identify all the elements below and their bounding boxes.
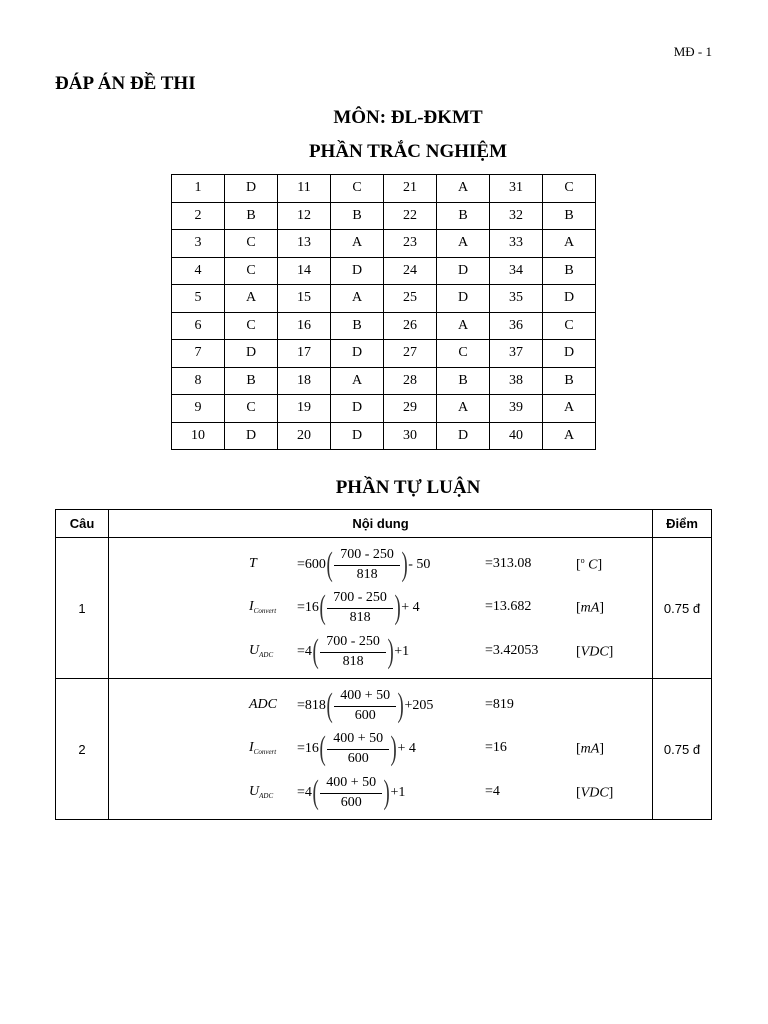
- question-number: 11: [278, 175, 331, 203]
- answer-letter: A: [437, 395, 490, 423]
- answer-letter: C: [331, 175, 384, 203]
- unit-symbol: C: [584, 557, 598, 573]
- right-paren: ): [394, 589, 401, 626]
- mcq-row: [172, 285, 596, 313]
- answer-letter: A: [331, 285, 384, 313]
- answer-letter: B: [543, 367, 596, 395]
- equation: [109, 586, 652, 630]
- question-number: 7: [172, 340, 225, 368]
- equation-variable: [249, 784, 273, 800]
- question-number: 9: [172, 395, 225, 423]
- answer-letter: B: [543, 202, 596, 230]
- question-number: 29: [384, 395, 437, 423]
- question-number: 12: [278, 202, 331, 230]
- mcq-row: [172, 175, 596, 203]
- expression-tail: + 4: [397, 741, 416, 756]
- answer-letter: C: [543, 175, 596, 203]
- expression-tail: +1: [394, 644, 410, 659]
- unit-open: [: [576, 644, 581, 660]
- left-paren: (: [312, 774, 319, 811]
- answer-letter: A: [437, 230, 490, 258]
- answer-letter: D: [331, 395, 384, 423]
- unit-close: ]: [599, 741, 605, 757]
- mcq-row: [172, 312, 596, 340]
- subject-heading: MÔN: ĐL-ĐKMT: [333, 107, 483, 128]
- question-number: 1: [172, 175, 225, 203]
- question-number: 37: [490, 340, 543, 368]
- answer-letter: D: [331, 422, 384, 450]
- coefficient: =600: [297, 557, 326, 572]
- fraction: [320, 775, 382, 810]
- unit-open: [: [576, 741, 581, 757]
- answer-letter: C: [225, 230, 278, 258]
- answer-letter: D: [225, 340, 278, 368]
- mcq-answer-table: [171, 174, 596, 450]
- question-number: 1: [56, 538, 109, 679]
- result-value: =4: [485, 784, 500, 799]
- answer-letter: D: [331, 340, 384, 368]
- unit-close: ]: [599, 600, 605, 616]
- essay-header-row: [56, 510, 712, 538]
- unit: [576, 784, 613, 802]
- question-number: 21: [384, 175, 437, 203]
- question-number: 38: [490, 367, 543, 395]
- unit: [576, 599, 604, 617]
- fraction: [320, 634, 386, 669]
- equation: [109, 630, 652, 674]
- equation-expression: [297, 543, 430, 587]
- answer-letter: B: [543, 257, 596, 285]
- equation-variable: [249, 697, 277, 713]
- equation-expression: [297, 684, 433, 728]
- equation-variable: [249, 740, 276, 756]
- unit-close: ]: [597, 557, 603, 573]
- mcq-row: [172, 395, 596, 423]
- answer-letter: C: [225, 395, 278, 423]
- answer-letter: A: [543, 230, 596, 258]
- numerator: 400 + 50: [320, 775, 382, 793]
- variable-subscript: Convert: [253, 748, 277, 756]
- variable-subscript: Convert: [253, 607, 277, 615]
- variable-symbol: U: [249, 784, 260, 799]
- answer-letter: B: [437, 202, 490, 230]
- result-value: =16: [485, 740, 507, 755]
- equation-expression: [297, 630, 409, 674]
- equation-expression: [297, 771, 405, 815]
- question-number: 40: [490, 422, 543, 450]
- question-number: 8: [172, 367, 225, 395]
- numerator: 400 + 50: [327, 731, 389, 749]
- question-number: 18: [278, 367, 331, 395]
- unit-close: ]: [608, 644, 614, 660]
- essay-row: [56, 679, 712, 820]
- document-title: ĐÁP ÁN ĐỀ THI: [55, 73, 196, 94]
- answer-letter: A: [331, 367, 384, 395]
- unit-symbol: mA: [580, 741, 600, 757]
- solution-content: [109, 538, 653, 679]
- answer-letter: D: [437, 422, 490, 450]
- variable-symbol: T: [249, 556, 257, 571]
- variable-symbol: I: [249, 740, 254, 755]
- answer-letter: D: [437, 257, 490, 285]
- mcq-row: [172, 422, 596, 450]
- unit-symbol: mA: [580, 600, 600, 616]
- question-number: 24: [384, 257, 437, 285]
- left-paren: (: [319, 589, 326, 626]
- numerator: 400 + 50: [334, 688, 396, 706]
- essay-section-heading: PHẦN TỰ LUẬN: [335, 477, 481, 498]
- right-paren: ): [390, 730, 397, 767]
- answer-letter: C: [437, 340, 490, 368]
- right-paren: ): [387, 633, 394, 670]
- answer-letter: D: [225, 422, 278, 450]
- question-number: 32: [490, 202, 543, 230]
- mcq-row: [172, 367, 596, 395]
- answer-letter: C: [543, 312, 596, 340]
- header-diem: Điểm: [653, 510, 712, 538]
- unit-open: [: [576, 557, 581, 573]
- answer-letter: D: [543, 340, 596, 368]
- mcq-row: [172, 340, 596, 368]
- result-value: =313.08: [485, 556, 532, 571]
- answer-letter: D: [437, 285, 490, 313]
- coefficient: =4: [297, 785, 312, 800]
- header-content: Nội dung: [109, 510, 653, 538]
- equation: [109, 684, 652, 728]
- question-number: 36: [490, 312, 543, 340]
- question-number: 4: [172, 257, 225, 285]
- question-number: 27: [384, 340, 437, 368]
- denominator: 600: [347, 750, 369, 766]
- essay-row: [56, 538, 712, 679]
- question-number: 34: [490, 257, 543, 285]
- right-paren: ): [401, 546, 408, 583]
- question-number: 25: [384, 285, 437, 313]
- question-number: 10: [172, 422, 225, 450]
- variable-symbol: ADC: [249, 697, 277, 712]
- fraction: [327, 590, 393, 625]
- question-number: 33: [490, 230, 543, 258]
- question-number: 16: [278, 312, 331, 340]
- question-number: 30: [384, 422, 437, 450]
- equation: [109, 771, 652, 815]
- question-number: 3: [172, 230, 225, 258]
- answer-letter: B: [437, 367, 490, 395]
- expression-tail: - 50: [408, 557, 431, 572]
- question-number: 5: [172, 285, 225, 313]
- denominator: 600: [340, 794, 362, 810]
- coefficient: =16: [297, 741, 319, 756]
- left-paren: (: [319, 730, 326, 767]
- essay-answer-table: [55, 509, 712, 820]
- mcq-row: [172, 230, 596, 258]
- numerator: 700 - 250: [327, 590, 393, 608]
- question-number: 23: [384, 230, 437, 258]
- fraction: [334, 547, 400, 582]
- header-cau: Câu: [56, 510, 109, 538]
- question-number: 26: [384, 312, 437, 340]
- coefficient: =16: [297, 600, 319, 615]
- score: 0.75 đ: [653, 679, 712, 820]
- score: 0.75 đ: [653, 538, 712, 679]
- expression-tail: + 4: [401, 600, 420, 615]
- mcq-row: [172, 257, 596, 285]
- mcq-row: [172, 202, 596, 230]
- result-value: =819: [485, 697, 514, 712]
- answer-letter: C: [225, 312, 278, 340]
- answer-letter: A: [543, 422, 596, 450]
- denominator: 818: [356, 566, 378, 582]
- variable-symbol: U: [249, 643, 260, 658]
- expression-tail: +205: [404, 698, 434, 713]
- left-paren: (: [312, 633, 319, 670]
- answer-letter: B: [225, 367, 278, 395]
- denominator: 818: [349, 609, 371, 625]
- answer-letter: C: [225, 257, 278, 285]
- question-number: 35: [490, 285, 543, 313]
- unit-symbol: VDC: [580, 785, 609, 801]
- expression-tail: +1: [390, 785, 406, 800]
- fraction: [327, 731, 389, 766]
- answer-letter: A: [437, 312, 490, 340]
- question-number: 19: [278, 395, 331, 423]
- left-paren: (: [326, 546, 333, 583]
- answer-letter: A: [543, 395, 596, 423]
- numerator: 700 - 250: [320, 634, 386, 652]
- question-number: 22: [384, 202, 437, 230]
- unit: [576, 556, 602, 574]
- question-number: 13: [278, 230, 331, 258]
- result-value: =13.682: [485, 599, 532, 614]
- answer-letter: A: [225, 285, 278, 313]
- question-number: 20: [278, 422, 331, 450]
- left-paren: (: [326, 687, 333, 724]
- question-number: 17: [278, 340, 331, 368]
- mcq-section-heading: PHẦN TRẮC NGHIỆM: [308, 141, 508, 162]
- unit-close: ]: [608, 785, 614, 801]
- equation-variable: [249, 643, 273, 659]
- numerator: 700 - 250: [334, 547, 400, 565]
- denominator: 600: [354, 707, 376, 723]
- equation-variable: [249, 599, 276, 615]
- result-value: =3.42053: [485, 643, 539, 658]
- answer-letter: B: [331, 202, 384, 230]
- question-number: 2: [56, 679, 109, 820]
- answer-letter: D: [225, 175, 278, 203]
- equation-variable: [249, 556, 257, 572]
- unit-open: [: [576, 785, 581, 801]
- answer-letter: B: [331, 312, 384, 340]
- equation: [109, 727, 652, 771]
- question-number: 31: [490, 175, 543, 203]
- equation-expression: [297, 727, 416, 771]
- page-code: MĐ - 1: [673, 44, 712, 59]
- equation-expression: [297, 586, 420, 630]
- answer-letter: A: [437, 175, 490, 203]
- question-number: 14: [278, 257, 331, 285]
- answer-letter: A: [331, 230, 384, 258]
- coefficient: =4: [297, 644, 312, 659]
- variable-subscript: ADC: [259, 651, 274, 659]
- denominator: 818: [342, 653, 364, 669]
- variable-subscript: ADC: [259, 792, 274, 800]
- question-number: 15: [278, 285, 331, 313]
- unit-symbol: VDC: [580, 644, 609, 660]
- variable-symbol: I: [249, 599, 254, 614]
- question-number: 28: [384, 367, 437, 395]
- solution-content: [109, 679, 653, 820]
- equation: [109, 543, 652, 587]
- unit-open: [: [576, 600, 581, 616]
- right-paren: ): [397, 687, 404, 724]
- question-number: 6: [172, 312, 225, 340]
- unit: [576, 740, 604, 758]
- right-paren: ): [383, 774, 390, 811]
- fraction: [334, 688, 396, 723]
- degree-mark: o: [580, 556, 585, 565]
- answer-letter: B: [225, 202, 278, 230]
- question-number: 39: [490, 395, 543, 423]
- unit: [576, 643, 613, 661]
- answer-letter: D: [331, 257, 384, 285]
- coefficient: =818: [297, 698, 326, 713]
- question-number: 2: [172, 202, 225, 230]
- answer-letter: D: [543, 285, 596, 313]
